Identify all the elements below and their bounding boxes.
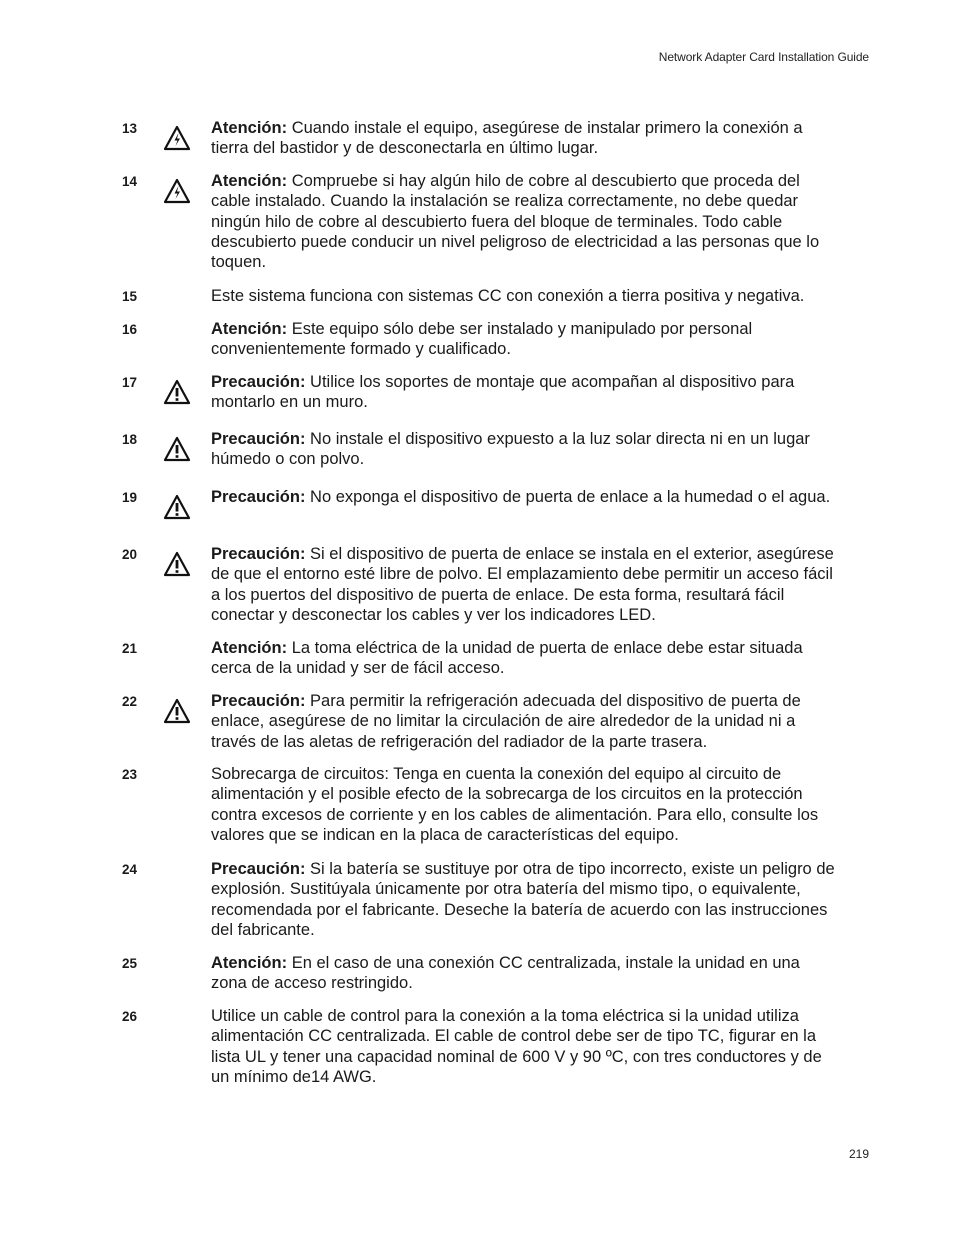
item-number: 22 bbox=[122, 694, 138, 709]
notice-body: Utilice un cable de control para la conexión a la toma eléctrica si la unidad utiliza alimentación CC centralizada. El cable de control debe ser de tipo TC, figurar en la lista UL y tener una capacidad nominal de 600 V y 90 ºC, con tres conductores y de un mínimo de14 AWG. bbox=[211, 1007, 822, 1086]
notice-text bbox=[211, 544, 861, 625]
caution-icon bbox=[163, 551, 191, 577]
notice-text bbox=[211, 319, 861, 360]
notice-text bbox=[211, 953, 861, 994]
notice-text bbox=[211, 691, 861, 752]
notice-body: En el caso de una conexión CC centralizada, instale la unidad en una zona de acceso restringido. bbox=[211, 954, 800, 993]
caution-icon bbox=[163, 379, 191, 405]
notice-body: No instale el dispositivo expuesto a la luz solar directa ni en un lugar húmedo o con polvo. bbox=[211, 430, 810, 469]
notice-body: Sobrecarga de circuitos: Tenga en cuenta la conexión del equipo al circuito de alimentación y el posible efecto de la sobrecarga de los circuitos en la protección contra excesos de corriente y en los cables de alimentación. Para ello, consulte los valores que se indican en la placa de características del equipo. bbox=[211, 765, 819, 844]
notice-body: Para permitir la refrigeración adecuada del dispositivo de puerta de enlace, asegúrese de no limitar la circulación de aire alrededor de la unidad ni a través de las aletas de refrigeración del radiador de la parte trasera. bbox=[211, 692, 801, 751]
item-number: 16 bbox=[122, 322, 138, 337]
notice-text bbox=[211, 638, 861, 679]
notice-text bbox=[211, 859, 861, 940]
notice-text bbox=[211, 1006, 861, 1087]
item-number: 25 bbox=[122, 956, 138, 971]
item-number: 17 bbox=[122, 375, 138, 390]
running-header: Network Adapter Card Installation Guide bbox=[658, 50, 869, 64]
notice-text bbox=[211, 118, 861, 159]
notice-text bbox=[211, 372, 861, 413]
item-number: 15 bbox=[122, 289, 138, 304]
notice-label: Atención: bbox=[211, 954, 288, 972]
electric-warning-icon bbox=[163, 178, 191, 204]
notice-body: Utilice los soportes de montaje que acompañan al dispositivo para montarlo en un muro. bbox=[211, 373, 795, 412]
item-number: 14 bbox=[122, 174, 138, 189]
notice-body: Cuando instale el equipo, asegúrese de instalar primero la conexión a tierra del bastidor y de desconectarla en último lugar. bbox=[211, 119, 803, 158]
notice-text bbox=[211, 171, 861, 272]
item-number: 26 bbox=[122, 1009, 138, 1024]
notice-text bbox=[211, 286, 861, 306]
item-number: 21 bbox=[122, 641, 138, 656]
notice-label: Precaución: bbox=[211, 430, 306, 448]
item-number: 24 bbox=[122, 862, 138, 877]
notice-label: Precaución: bbox=[211, 545, 306, 563]
notice-text bbox=[211, 764, 861, 845]
notice-label: Precaución: bbox=[211, 488, 306, 506]
item-number: 19 bbox=[122, 490, 138, 505]
notice-label: Atención: bbox=[211, 639, 288, 657]
page-number: 219 bbox=[848, 1147, 869, 1161]
caution-icon bbox=[163, 436, 191, 462]
electric-warning-icon bbox=[163, 125, 191, 151]
notice-label: Precaución: bbox=[211, 860, 306, 878]
notice-body: No exponga el dispositivo de puerta de enlace a la humedad o el agua. bbox=[310, 488, 831, 506]
notice-text bbox=[211, 429, 861, 470]
notice-label: Atención: bbox=[211, 119, 288, 137]
caution-icon bbox=[163, 698, 191, 724]
notice-body: Si la batería se sustituye por otra de tipo incorrecto, existe un peligro de explosión. Sustitúyala únicamente por otra batería del mismo tipo, o equivalente, recomendada por el fabricante. Deseche la batería de acuerdo con las instrucciones del fabricante. bbox=[211, 860, 835, 939]
notice-label: Atención: bbox=[211, 172, 288, 190]
notice-label: Atención: bbox=[211, 320, 288, 338]
caution-icon bbox=[163, 494, 191, 520]
notice-body: Este sistema funciona con sistemas CC con conexión a tierra positiva y negativa. bbox=[211, 287, 805, 305]
item-number: 13 bbox=[122, 121, 138, 136]
item-number: 20 bbox=[122, 547, 138, 562]
notice-label: Precaución: bbox=[211, 373, 306, 391]
notice-body: La toma eléctrica de la unidad de puerta de enlace debe estar situada cerca de la unidad y ser de fácil acceso. bbox=[211, 639, 803, 678]
item-number: 23 bbox=[122, 767, 138, 782]
item-number: 18 bbox=[122, 432, 138, 447]
notice-text bbox=[211, 487, 861, 507]
notice-body: Compruebe si hay algún hilo de cobre al descubierto que proceda del cable instalado. Cuando la instalación se realiza correctamente, no debe quedar ningún hilo de cobre al descubierto fuera del bloque de terminales. Todo cable descubierto puede conducir un nivel peligroso de electricidad a las personas que lo toquen. bbox=[211, 172, 820, 272]
notice-body: Este equipo sólo debe ser instalado y manipulado por personal convenientemente formado y cualificado. bbox=[211, 320, 753, 359]
notice-label: Precaución: bbox=[211, 692, 306, 710]
notice-body: Si el dispositivo de puerta de enlace se instala en el exterior, asegúrese de que el entorno esté libre de polvo. El emplazamiento debe permitir un acceso fácil a los puertos del dispositivo de puerta de enlace. De esta forma, resultará fácil conectar y desconectar los cables y ver los indicadores LED. bbox=[211, 545, 834, 624]
